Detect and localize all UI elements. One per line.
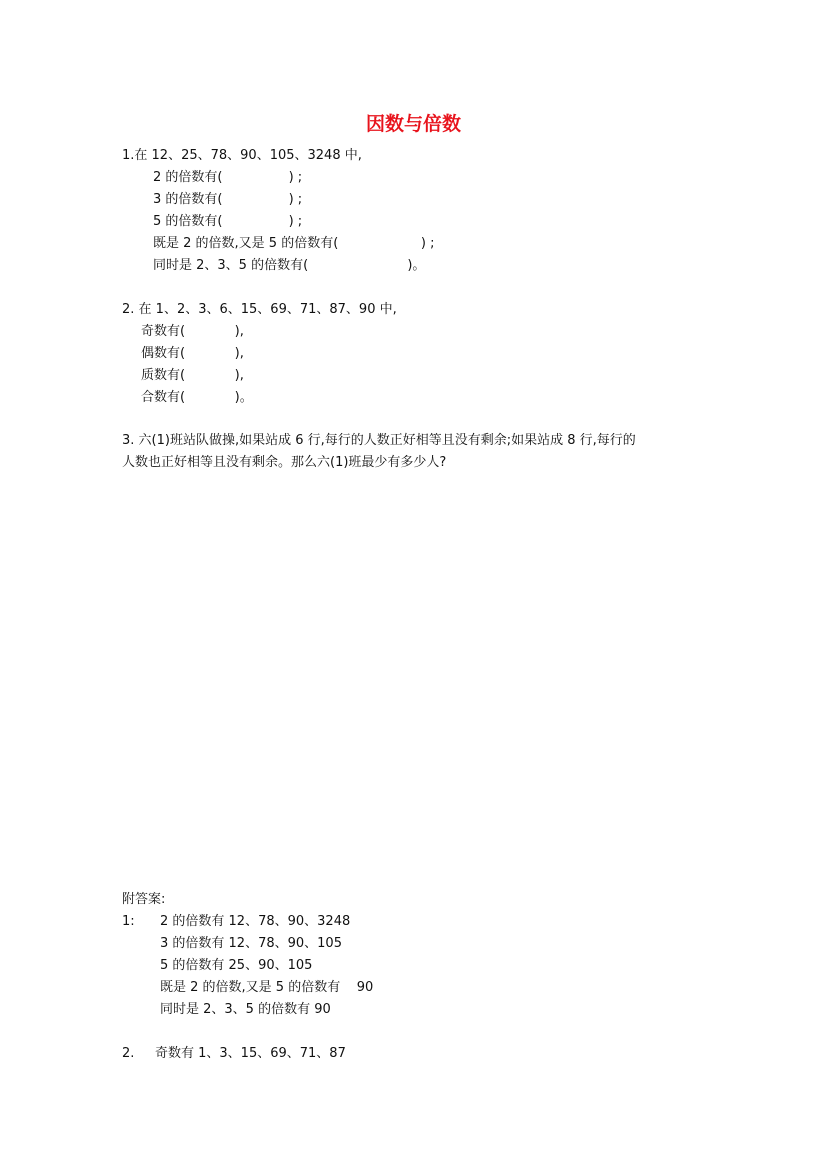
q1-multiples-of-2-and-5: 既是 2 的倍数,又是 5 的倍数有( ) ; bbox=[153, 236, 435, 251]
answer-2-line-1: 奇数有 1、3、15、69、71、87 bbox=[155, 1046, 346, 1061]
q1-multiples-of-2-3-5: 同时是 2、3、5 的倍数有( )。 bbox=[153, 258, 426, 273]
answers-heading: 附答案: bbox=[122, 892, 166, 907]
q1-stem: 1.在 12、25、78、90、105、3248 中, bbox=[122, 148, 362, 163]
q2-odd-numbers: 奇数有( ), bbox=[141, 324, 244, 339]
q1-multiples-of-5: 5 的倍数有( ) ; bbox=[153, 214, 303, 229]
answer-2-label: 2. bbox=[122, 1046, 135, 1061]
q2-prime-numbers: 质数有( ), bbox=[141, 368, 244, 383]
q2-composite-numbers: 合数有( )。 bbox=[141, 390, 253, 405]
answer-1-line-5: 同时是 2、3、5 的倍数有 90 bbox=[160, 1002, 331, 1017]
q3-line-2: 人数也正好相等且没有剩余。那么六(1)班最少有多少人? bbox=[122, 455, 447, 470]
q1-multiples-of-3: 3 的倍数有( ) ; bbox=[153, 192, 303, 207]
answer-1-label: 1: bbox=[122, 914, 135, 929]
answer-1-line-4: 既是 2 的倍数,又是 5 的倍数有 90 bbox=[160, 980, 374, 995]
q2-stem: 2. 在 1、2、3、6、15、69、71、87、90 中, bbox=[122, 302, 397, 317]
q2-even-numbers: 偶数有( ), bbox=[141, 346, 244, 361]
answer-1-line-2: 3 的倍数有 12、78、90、105 bbox=[160, 936, 342, 951]
answer-1-line-1: 2 的倍数有 12、78、90、3248 bbox=[160, 914, 351, 929]
q1-multiples-of-2: 2 的倍数有( ) ; bbox=[153, 170, 303, 185]
page-title: 因数与倍数 bbox=[365, 113, 461, 135]
q3-line-1: 3. 六(1)班站队做操,如果站成 6 行,每行的人数正好相等且没有剩余;如果站成 8 行,每行的 bbox=[122, 433, 636, 448]
answer-1-line-3: 5 的倍数有 25、90、105 bbox=[160, 958, 313, 973]
